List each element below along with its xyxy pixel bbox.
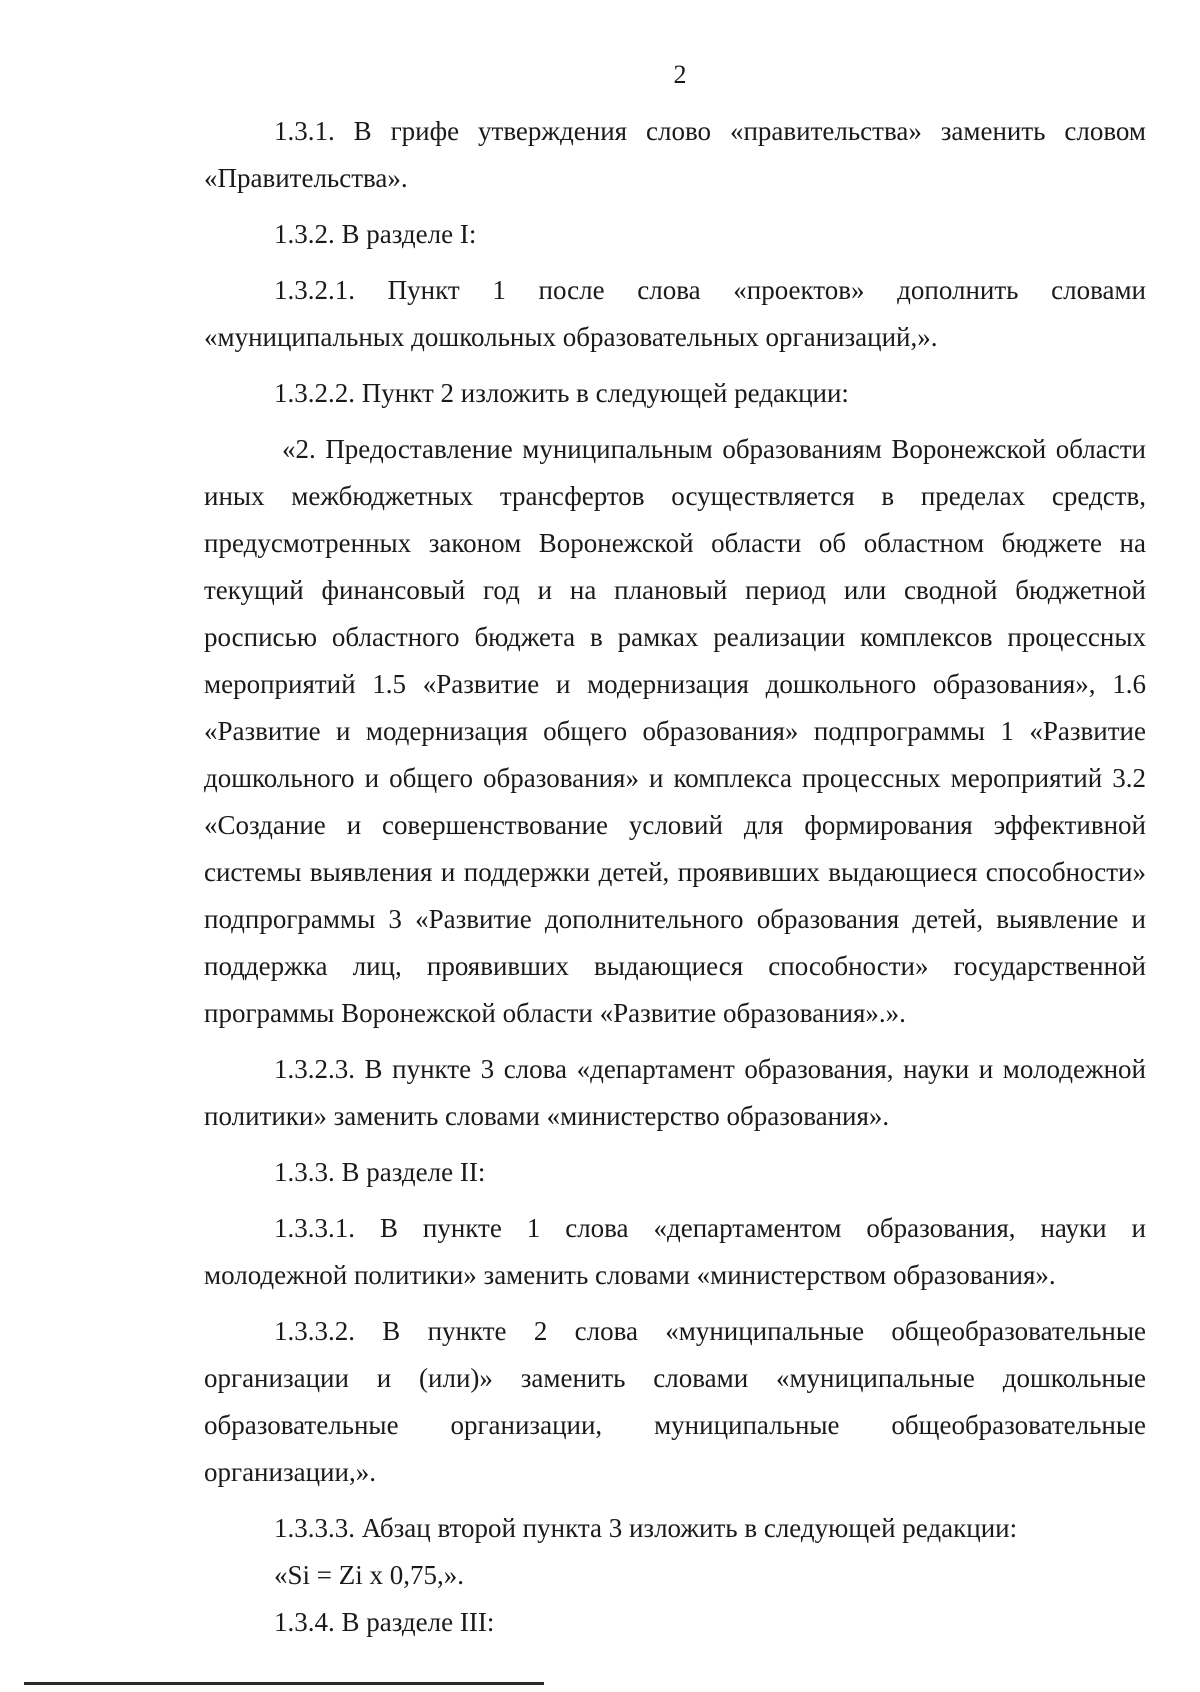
paragraph-1-3-2-3: 1.3.2.3. В пункте 3 слова «департамент образования, науки и молодежной политики» заменить словами «министерство образования». — [204, 1054, 1146, 1131]
paragraph-1-3-3-2: 1.3.3.2. В пункте 2 слова «муниципальные общеобразовательные организации и (или)» заменить словами «муниципальные дошкольные образовательные организации, муниципальные общеобразовательные организации,». — [204, 1316, 1146, 1487]
paragraph-formula: «Si = Zi x 0,75,». — [274, 1560, 464, 1590]
page-number: 2 — [673, 60, 687, 89]
paragraph-1-3-4: 1.3.4. В разделе III: — [274, 1607, 495, 1637]
paragraph-1-3-2-1: 1.3.2.1. Пункт 1 после слова «проектов» дополнить словами «муниципальных дошкольных образовательных организаций,». — [204, 275, 1146, 352]
paragraph-quoted-point-2: «2. Предоставление муниципальным образованиям Воронежской области иных межбюджетных трансфертов осуществляется в пределах средств, предусмотренных законом Воронежской области об областном бюджете на текущий финансовый год и на плановый период или сводной бюджетной росписью областного бюджета в рамках реализации комплексов процессных мероприятий 1.5 «Развитие и модернизация дошкольного образования», 1.6 «Развитие и модернизация общего образования» подпрограммы 1 «Развитие дошкольного и общего образования» и комплекса процессных мероприятий 3.2 «Создание и совершенствование условий для формирования эффективной системы выявления и поддержки детей, проявивших выдающиеся способности» подпрограммы 3 «Развитие дополнительного образования детей, выявление и поддержка лиц, проявивших выдающиеся способности» государственной программы Воронежской области «Развитие образования».». — [204, 434, 1146, 1028]
paragraph-1-3-3: 1.3.3. В разделе II: — [274, 1157, 486, 1187]
bottom-scan-edge-line — [24, 1682, 544, 1685]
paragraph-1-3-2-2: 1.3.2.2. Пункт 2 изложить в следующей редакции: — [274, 378, 849, 408]
paragraph-1-3-3-1: 1.3.3.1. В пункте 1 слова «департаментом образования, науки и молодежной политики» заменить словами «министерством образования». — [204, 1213, 1146, 1290]
paragraph-1-3-2: 1.3.2. В разделе I: — [274, 219, 477, 249]
document-body — [204, 108, 1146, 1646]
paragraph-1-3-3-3: 1.3.3.3. Абзац второй пункта 3 изложить в следующей редакции: — [274, 1513, 1018, 1543]
paragraph-1-3-1: 1.3.1. В грифе утверждения слово «правительства» заменить словом «Правительства». — [204, 116, 1146, 193]
